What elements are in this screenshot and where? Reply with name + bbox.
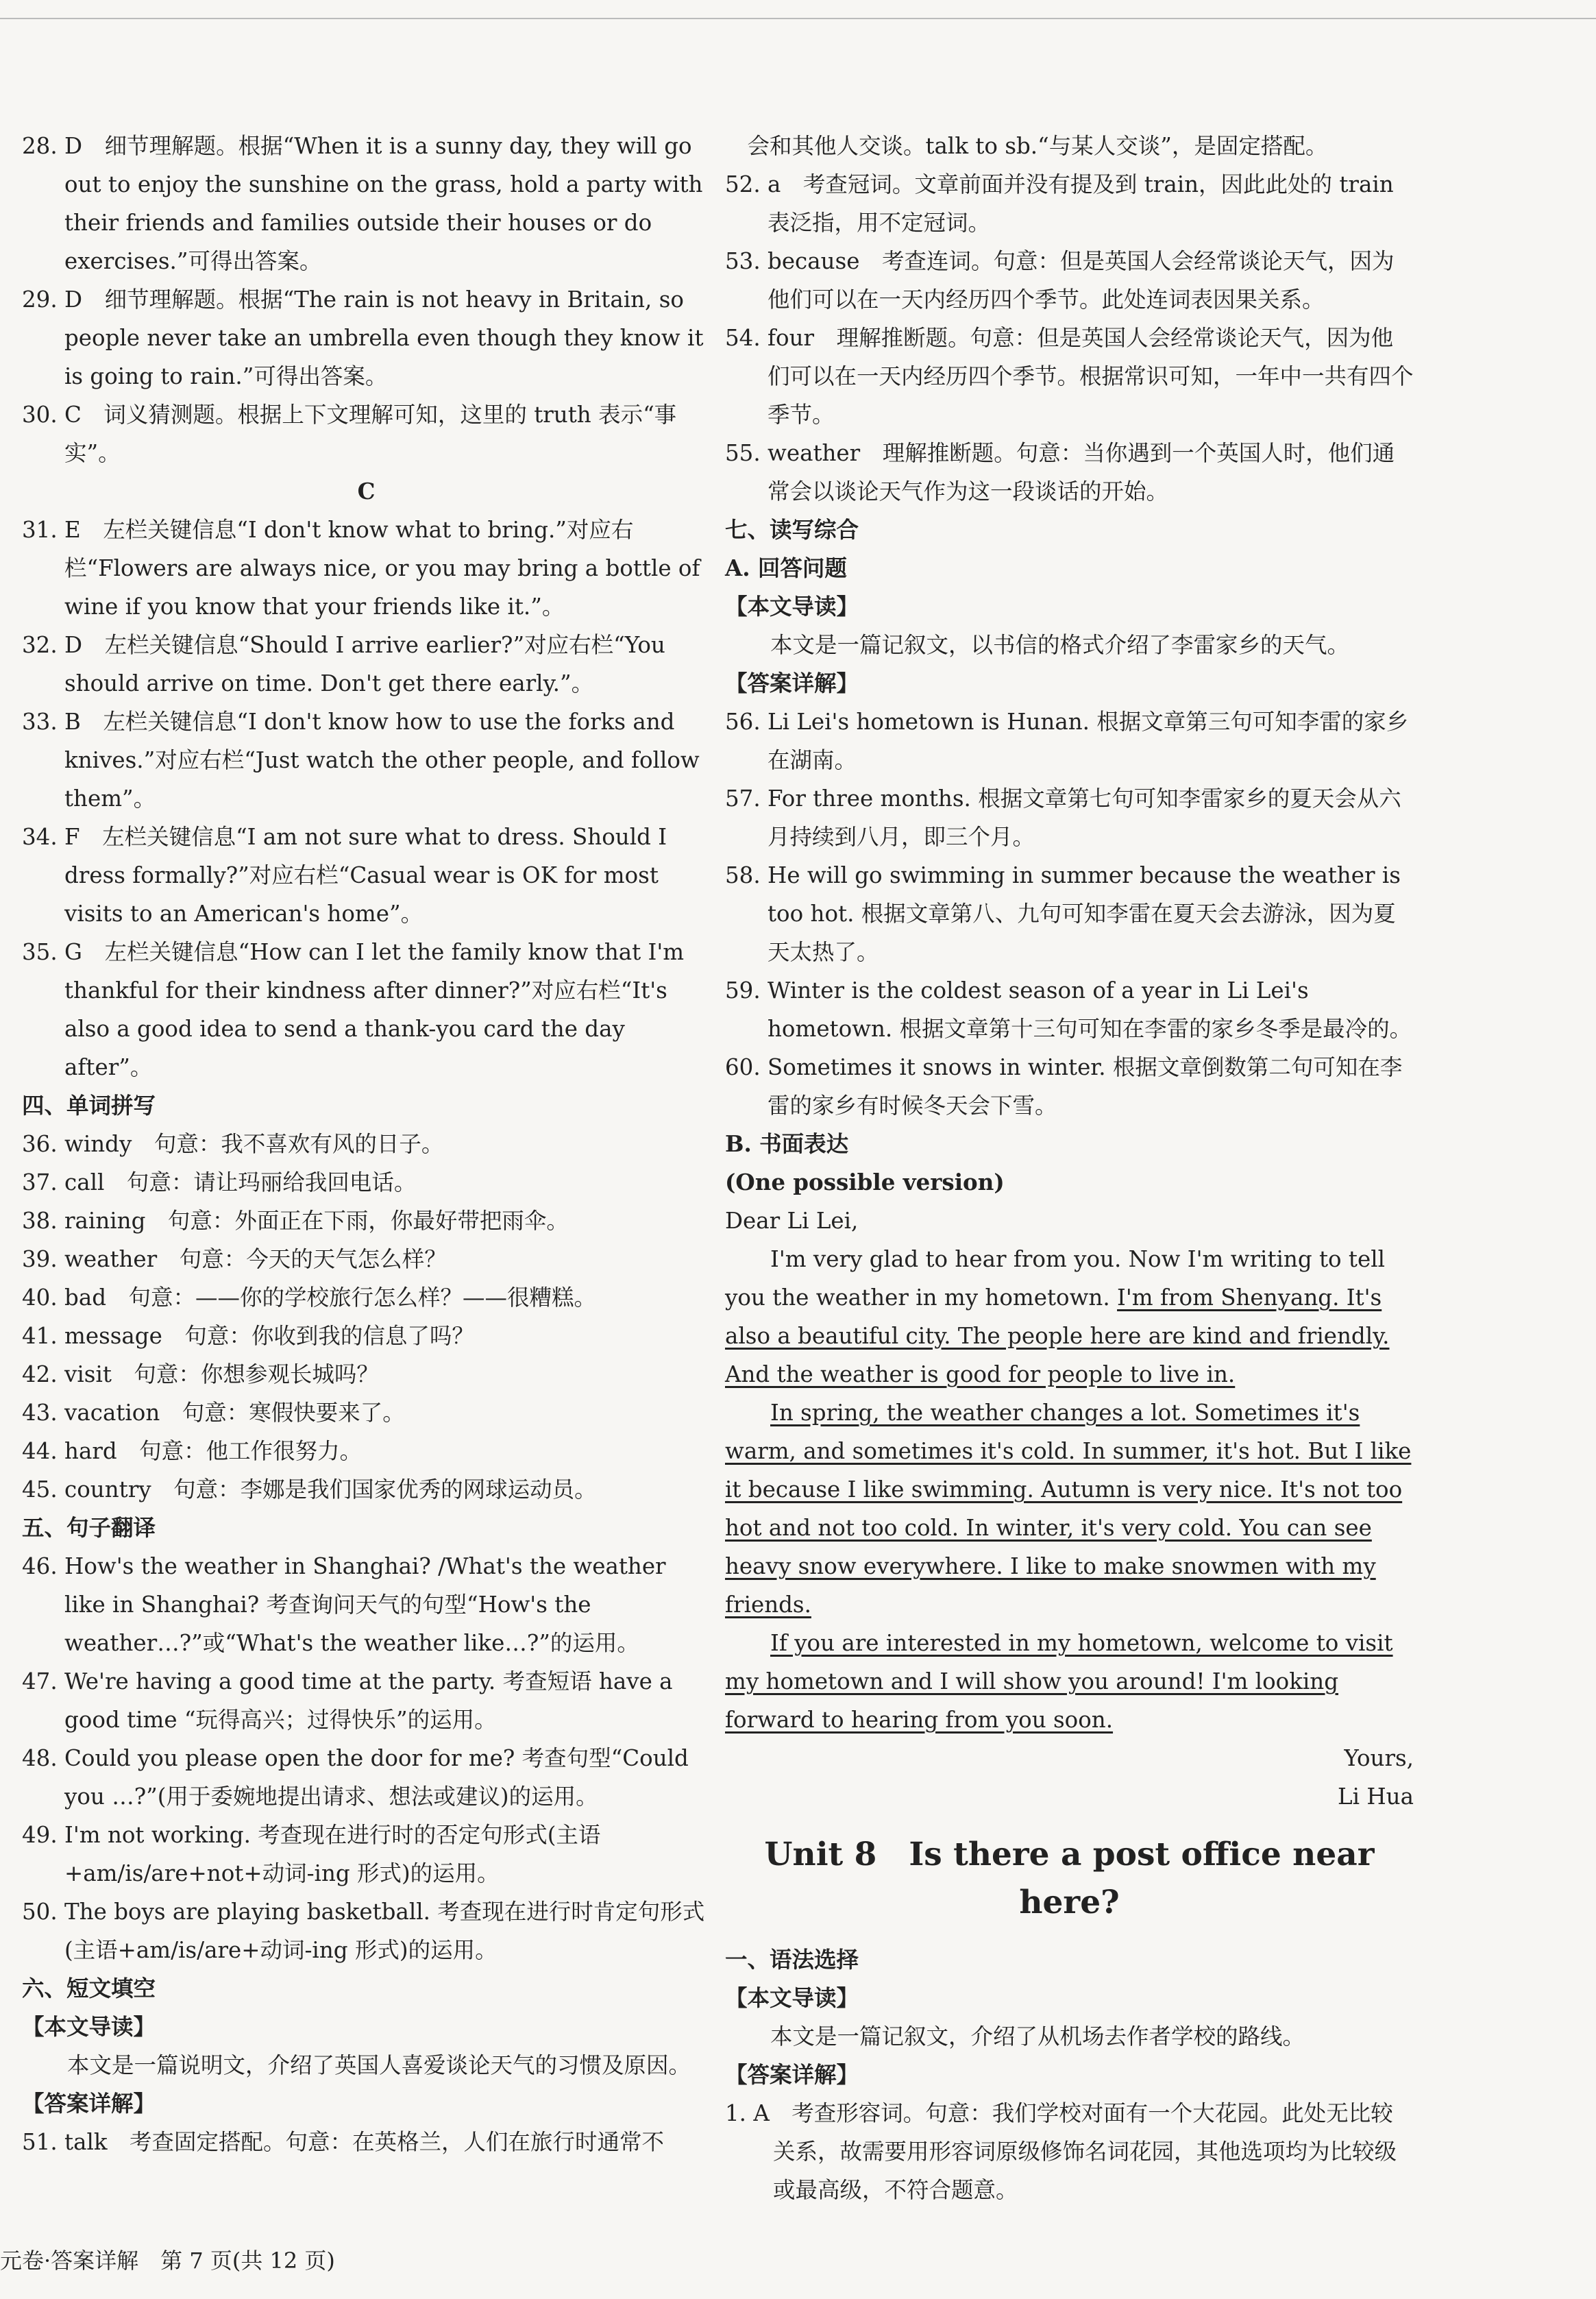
letter-paragraph-2 (725, 1394, 1414, 1624)
right-column-line: Dear Li Lei, (725, 1208, 859, 1234)
right-column-line: 会和其他人交谈。talk to sb.“与某人交谈”，是固定搭配。 (725, 133, 1328, 159)
left-column-line: 28. D 细节理解题。根据“When it is a sunny day, they will go out to enjoy the sunshine on the grass, hold a party with their friends and families outside their houses or do exercises.”可得出答案。 (22, 133, 703, 274)
letter-paragraph-3 (725, 1624, 1414, 1739)
right-column-line: 55. weather 理解推断题。句意：当你遇到一个英国人时，他们通常会以谈论天气作为这一段谈话的开始。 (725, 440, 1395, 504)
left-column-line: 六、短文填空 (22, 1975, 156, 2002)
right-column-line: (One possible version) (725, 1169, 1005, 1195)
right-column-line: 56. Li Lei's hometown is Hunan. 根据文章第三句可知李雷的家乡在湖南。 (725, 709, 1409, 773)
left-column-line: 36. windy 句意：我不喜欢有风的日子。 (22, 1131, 444, 1157)
left-column-line: 45. country 句意：李娜是我们国家优秀的网球运动员。 (22, 1476, 597, 1503)
left-column-line: 47. We're having a good time at the party. 考查短语 have a good time “玩得高兴；过得快乐”的运用。 (22, 1668, 673, 1733)
right-column-line: 58. He will go swimming in summer because the weather is too hot. 根据文章第八、九句可知李雷在夏天会去游泳，因为夏天太热了。 (725, 862, 1401, 965)
letter-p1-underlined: I'm from Shenyang. It's also a beautiful city. The people here are kind and friendly. And the weather is good for people to live in. (725, 1285, 1390, 1387)
left-column-line: 39. weather 句意：今天的天气怎么样？ (22, 1246, 447, 1272)
unit-title-line-2: here? (1019, 1884, 1120, 1921)
left-column-line: 【答案详解】 (22, 2090, 156, 2117)
left-column-line: C (357, 478, 376, 504)
letter-paragraph-1 (725, 1240, 1414, 1394)
left-column-line: 35. G 左栏关键信息“How can I let the family know that I'm thankful for their kindness after dinner?”对应右栏“It's also a good idea to send a thank-you card the day after”。 (22, 939, 685, 1080)
right-column-line: 57. For three months. 根据文章第七句可知李雷家乡的夏天会从六月持续到八月，即三个月。 (725, 786, 1401, 850)
left-column-line: 本文是一篇说明文，介绍了英国人喜爱谈论天气的习惯及原因。 (67, 2052, 691, 2078)
left-column-line: 37. call 句意：请让玛丽给我回电话。 (22, 1169, 417, 1195)
unit8-answer-1: 1. A 考查形容词。句意：我们学校对面有一个大花园。此处无比较关系，故需要用形容词原级修饰名词花园，其他选项均为比较级或最高级，不符合题意。 (725, 2100, 1397, 2203)
right-column (725, 127, 1414, 2209)
left-column-line: 51. talk 考查固定搭配。句意：在英格兰，人们在旅行时通常不 (22, 2129, 665, 2155)
left-column-line: 38. raining 句意：外面正在下雨，你最好带把雨伞。 (22, 1208, 569, 1234)
left-column-line: 四、单词拼写 (22, 1092, 156, 1119)
right-column-line: 本文是一篇记叙文，以书信的格式介绍了李雷家乡的天气。 (770, 632, 1350, 658)
page-footer: 元卷·答案详解 第 7 页(共 12 页) (0, 2248, 335, 2274)
right-column-line: 54. four 理解推断题。句意：但是英国人会经常谈论天气，因为他们可以在一天内经历四个季节。根据常识可知，一年中一共有四个季节。 (725, 325, 1414, 428)
right-column-line: 52. a 考查冠词。文章前面并没有提及到 train，因此此处的 train 表泛指，用不定冠词。 (725, 171, 1394, 236)
left-column-line: 五、句子翻译 (22, 1514, 156, 1541)
unit8-section-heading: 一、语法选择 (725, 1946, 859, 1973)
left-column-line: 41. message 句意：你收到我的信息了吗？ (22, 1323, 474, 1349)
right-column-line: 【本文导读】 (725, 593, 859, 620)
left-column-line: 【本文导读】 (22, 2013, 156, 2040)
right-column-line: 60. Sometimes it snows in winter. 根据文章倒数第二句可知在李雷的家乡有时候冬天会下雪。 (725, 1054, 1403, 1119)
letter-p3-underlined: If you are interested in my hometown, welcome to visit my hometown and I will show you around! I'm looking forward to hearing from you soon. (725, 1630, 1393, 1733)
letter-p1-plain: I'm very glad to hear from you. Now I'm writing to tell you the weather in my hometown. (725, 1246, 1386, 1311)
right-column-line: 59. Winter is the coldest season of a year in Li Lei's hometown. 根据文章第十三句可知在李雷的家乡冬季是最冷的。 (725, 977, 1412, 1042)
unit8-guide-text: 本文是一篇记叙文，介绍了从机场去作者学校的路线。 (770, 2023, 1305, 2049)
letter-closing: Yours, (1344, 1745, 1414, 1771)
unit8-guide-label: 【本文导读】 (725, 1984, 859, 2011)
unit8-answer-label: 【答案详解】 (725, 2061, 859, 2088)
letter-signature: Li Hua (1338, 1784, 1414, 1810)
left-column-line: 50. The boys are playing basketball. 考查现在进行时肯定句形式(主语+am/is/are+动词-ing 形式)的运用。 (22, 1899, 705, 1963)
letter (725, 1240, 1414, 1816)
left-column-line: 40. bad 句意：——你的学校旅行怎么样？——很糟糕。 (22, 1285, 597, 1311)
unit-title (725, 1831, 1414, 1927)
left-column (22, 127, 711, 2161)
left-column-line: 34. F 左栏关键信息“I am not sure what to dress. Should I dress formally?”对应右栏“Casual wear is OK for most visits to an American's home”。 (22, 824, 667, 927)
right-column-items (725, 127, 1414, 1240)
left-column-line: 49. I'm not working. 考查现在进行时的否定句形式(主语+am/is/are+not+动词-ing 形式)的运用。 (22, 1822, 601, 1886)
right-column-line: 53. because 考查连词。句意：但是英国人会经常谈论天气，因为他们可以在一天内经历四个季节。此处连词表因果关系。 (725, 248, 1395, 313)
left-column-line: 48. Could you please open the door for me? 考查句型“Could you …?”(用于委婉地提出请求、想法或建议)的运用。 (22, 1745, 689, 1810)
left-column-line: 42. visit 句意：你想参观长城吗？ (22, 1361, 379, 1387)
left-column-line: 30. C 词义猜测题。根据上下文理解可知，这里的 truth 表示“事实”。 (22, 402, 677, 466)
left-column-line: 29. D 细节理解题。根据“The rain is not heavy in Britain, so people never take an umbrella even though they know it is going to rain.”可得出答案。 (22, 287, 704, 389)
right-column-line: A. 回答问题 (725, 555, 847, 581)
right-column-line: 七、读写综合 (725, 516, 859, 543)
left-column-line: 43. vacation 句意：寒假快要来了。 (22, 1400, 405, 1426)
right-column-line: B. 书面表达 (725, 1130, 849, 1157)
left-column-line: 33. B 左栏关键信息“I don't know how to use the forks and knives.”对应右栏“Just watch the other people, and follow them”。 (22, 709, 700, 812)
left-column-line: 46. How's the weather in Shanghai? /What's the weather like in Shanghai? 考查询问天气的句型“How's the weather…?”或“What's the weather like…?”的运用。 (22, 1553, 666, 1656)
left-column-line: 44. hard 句意：他工作很努力。 (22, 1438, 363, 1464)
top-rule (0, 18, 1596, 19)
left-column-line: 32. D 左栏关键信息“Should I arrive earlier?”对应右栏“You should arrive on time. Don't get there early.”。 (22, 632, 665, 696)
unit-title-line-1: Unit 8 Is there a post office near (764, 1836, 1375, 1873)
letter-p2-underlined: In spring, the weather changes a lot. Sometimes it's warm, and sometimes it's cold. In summer, it's hot. But I like it because I like swimming. Autumn is very nice. It's not too hot and not too cold. In winter, it's very cold. You can see heavy snow everywhere. I like to make snowmen with my friends. (725, 1400, 1412, 1618)
left-column-line: 31. E 左栏关键信息“I don't know what to bring.”对应右栏“Flowers are always nice, or you may bring a bottle of wine if you know that your friends like it.”。 (22, 517, 700, 620)
right-column-line: 【答案详解】 (725, 670, 859, 696)
